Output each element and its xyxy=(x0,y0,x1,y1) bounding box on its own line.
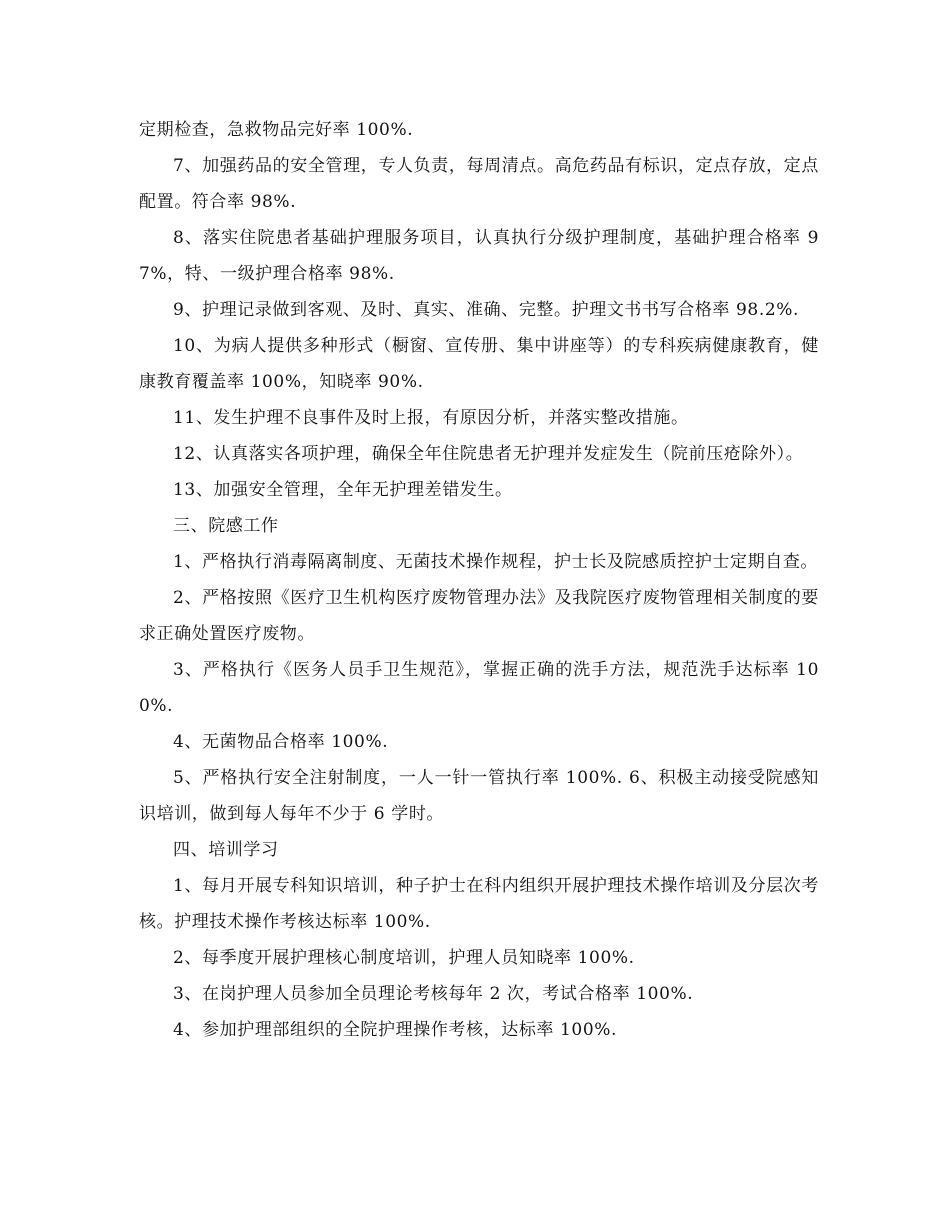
document-body xyxy=(139,112,819,1048)
paragraph-training-4: 4、参加护理部组织的全院护理操作考核，达标率 100%. xyxy=(173,1020,618,1040)
section-heading-infection-control: 三、院感工作 xyxy=(173,516,279,536)
paragraph-training-3: 3、在岗护理人员参加全员理论考核每年 2 次，考试合格率 100%. xyxy=(173,984,694,1004)
paragraph-item-8: 8、落实住院患者基础护理服务项目，认真执行分级护理制度，基础护理合格率 97%，特、一级护理合格率 98%. xyxy=(139,228,819,284)
section-heading-training: 四、培训学习 xyxy=(173,840,279,860)
paragraph-infection-3: 3、严格执行《医务人员手卫生规范》，掌握正确的洗手方法，规范洗手达标率 100%. xyxy=(139,660,819,716)
paragraph-infection-1: 1、严格执行消毒隔离制度、无菌技术操作规程，护士长及院感质控护士定期自查。 xyxy=(173,552,819,572)
paragraph-item-9: 9、护理记录做到客观、及时、真实、准确、完整。护理文书书写合格率 98.2%. xyxy=(173,300,800,320)
paragraph-infection-5: 5、严格执行安全注射制度，一人一针一管执行率 100%. 6、积极主动接受院感知识培训，做到每人每年不少于 6 学时。 xyxy=(139,768,819,824)
paragraph-item-11: 11、发生护理不良事件及时上报，有原因分析，并落实整改措施。 xyxy=(173,408,689,428)
paragraph-item-12: 12、认真落实各项护理，确保全年住院患者无护理并发症发生（院前压疮除外）。 xyxy=(173,444,804,464)
paragraph-infection-2: 2、严格按照《医疗卫生机构医疗废物管理办法》及我院医疗废物管理相关制度的要求正确处置医疗废物。 xyxy=(139,588,819,644)
paragraph-training-2: 2、每季度开展护理核心制度培训，护理人员知晓率 100%. xyxy=(173,948,635,968)
paragraph-item-10: 10、为病人提供多种形式（橱窗、宣传册、集中讲座等）的专科疾病健康教育，健康教育覆盖率 100%，知晓率 90%. xyxy=(139,336,819,392)
paragraph-training-1: 1、每月开展专科知识培训，种子护士在科内组织开展护理技术操作培训及分层次考核。护理技术操作考核达标率 100%. xyxy=(139,876,819,932)
paragraph-infection-4: 4、无菌物品合格率 100%. xyxy=(173,732,389,752)
paragraph-continuation: 定期检查，急救物品完好率 100%. xyxy=(139,120,414,140)
paragraph-item-13: 13、加强安全管理，全年无护理差错发生。 xyxy=(173,480,513,500)
paragraph-item-7: 7、加强药品的安全管理，专人负责，每周清点。高危药品有标识，定点存放，定点配置。符合率 98%. xyxy=(139,156,819,212)
